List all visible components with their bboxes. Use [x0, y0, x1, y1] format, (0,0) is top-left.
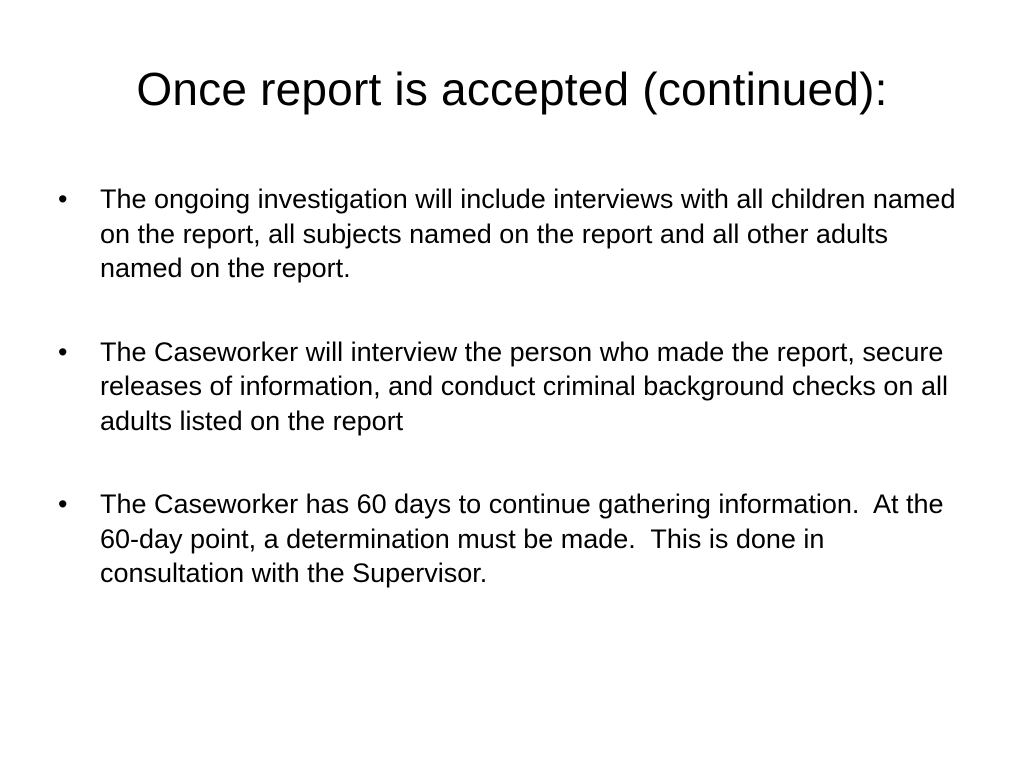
bullet-icon: •: [58, 184, 68, 214]
bullet-item: [58, 335, 958, 439]
slide-title: Once report is accepted (continued):: [136, 63, 888, 115]
bullet-text: The Caseworker has 60 days to continue gathering information. At the 60-day point, a determination must be made. This is done in consultation with the Supervisor.: [100, 489, 952, 588]
bullet-item: [58, 487, 958, 591]
bullet-text: The Caseworker will interview the person who made the report, secure releases of information, and conduct criminal background checks on all adults listed on the report: [100, 336, 956, 436]
bullet-icon: •: [58, 489, 68, 519]
bullet-text: The ongoing investigation will include interviews with all children named on the report, all subjects named on the report and all other adults named on the report.: [100, 184, 963, 283]
bullet-list: [58, 182, 963, 591]
bullet-icon: •: [58, 336, 68, 367]
bullet-item: [58, 182, 963, 286]
